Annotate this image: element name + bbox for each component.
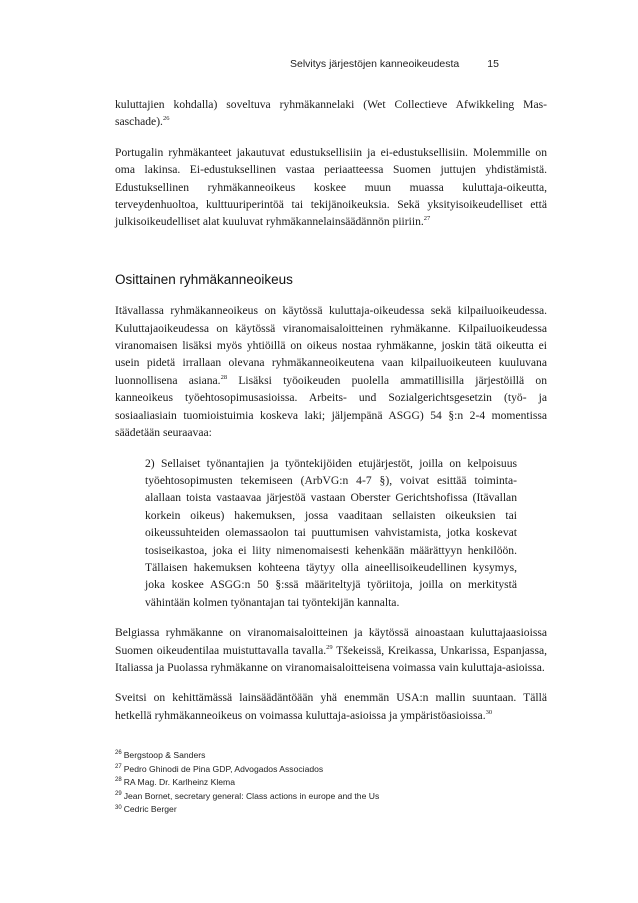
footnote-number: 26 — [115, 750, 122, 757]
footnote-ref[interactable]: 28 — [220, 374, 228, 382]
footnote-text: Bergstoop & Sanders — [123, 750, 206, 760]
running-header — [290, 58, 499, 70]
footnote — [115, 803, 547, 817]
footnote — [115, 749, 547, 763]
block-quote: 2) Sellaiset työnantajien ja työntekijöiden etujärjestöt, joilla on kelpoisuus työehtosopimusten tekemiseen (ArbVG:n 4-7 §), voivat esittää toiminta-alallaan toista vastaavaa järjestöä vastaan Oberster Gerichtshofissa (Itävallan korkein oikeus) hakemuksen, jossa vaaditaan sellaisten oikeuksien tai oikeussuhteiden olemassaolon tai puuttumisen vahvistamista, jotka koskevat tosiseikastoa, joka ei liity nimenomaisesti kehenkään määrättyyn henkilöön. Tällaisen hakemuksen kohteena täytyy olla aineellisoikeudellinen kysymys, joka koskee ASGG:n 50 §:ssä määriteltyjä työriitoja, joilla on merkitystä vähintään kolmen työnantajan tai työntekijän kannalta. — [145, 456, 517, 609]
page-number: 15 — [487, 58, 499, 70]
footnote — [115, 763, 547, 777]
footnote-number: 29 — [115, 790, 122, 797]
footnote-ref[interactable]: 26 — [162, 115, 170, 123]
section-heading: Osittainen ryhmäkanneoikeus — [115, 271, 293, 287]
footnote-number: 27 — [115, 763, 122, 770]
footnote-text: Cedric Berger — [123, 804, 177, 815]
footnote-text: Pedro Ghinodi de Pina GDP, Advogados Associados — [123, 763, 324, 774]
footnote-ref[interactable]: 27 — [423, 215, 431, 223]
footnote-number: 30 — [115, 804, 122, 811]
footnote-ref[interactable]: 30 — [485, 708, 493, 716]
paragraph: Sveitsi on kehittämässä lainsäädäntöään yhä enemmän USA:n mallin suuntaan. Tällä hetkellä ryhmäkanneoikeus on voimassa kuluttaja-asioissa ja ympäristöasioissa.$^{30}$ — [115, 691, 547, 722]
paragraph: Belgiassa ryhmäkanne on viranomaisaloitteinen ja käytössä ainoastaan kuluttajaasioissa Suomen oikeudentilaa muistuttavalla tavalla.$^{29}$ Tšekeissä, Kreikassa, Unkarissa, Espanjassa, Italiassa ja Puolassa ryhmäkanne on viranomaisaloitteisena voimassa vain kuluttaja-asioissa. — [115, 626, 548, 674]
paragraph: kuluttajien kohdalla) soveltuva ryhmäkannelaki (Wet Collectieve Afwikkeling Massaschade).$^{26}$ — [115, 98, 547, 129]
footnote — [115, 790, 547, 804]
paragraph: Portugalin ryhmäkanteet jakautuvat edustuksellisiin ja ei-edustuksellisiin. Molemmille on oma lakinsa. Ei-edustuksellinen vastaa periaatteessa Suomen juttujen yhdistämistä. Edustuksellinen ryhmäkanneoikeus koskee muun muassa kuluttaja-oikeutta, terveydenhuoltoa, kulttuuriperintöä tai tekijänoikeuksia. Sekä yksityisoikeudelliset että julkisoikeudelliset alat kuuluvat ryhmäkannelainsäädännön piiriin.$^{27}$ — [115, 145, 547, 229]
footnote-ref[interactable]: 29 — [326, 643, 333, 651]
paragraph: Itävallassa ryhmäkanneoikeus on käytössä kuluttaja-oikeudessa sekä kilpailuoikeudessa. Kuluttajaoikeudessa on käytössä viranomaisaloitteinen ryhmäkanne. Kilpailuoikeudessa viranomaisen lisäksi myös yhtiöillä on oikeus nostaa ryhmäkanne, joskin tätä oikeutta ei usein pidetä irrallaan olevana ryhmäkanneoikeutena vaan kilpailuoikeuteen kuuluvana luonnollisena asiana.$^{28}$ Lisäksi työoikeuden puolella ammatillisilla järjestöillä on kanneoikeus työehtosopimusasioissa. Arbeits- und Sozialgerichtsgesetzin (työ- ja sosiaaliasiain tuomioistuimia koskeva laki; jäljempänä ASGG) 54 §:n 2-4 momentissa säädetään seuraavaa: — [115, 304, 548, 440]
footnotes — [115, 749, 547, 817]
footnote-text: RA Mag. Dr. Karlheinz Klema — [123, 777, 235, 788]
footnote-text: Jean Bornet, secretary general: Class actions in europe and the Us — [123, 790, 380, 801]
footnote-number: 28 — [115, 777, 122, 784]
footnote — [115, 776, 547, 790]
header-title: Selvitys järjestöjen kanneoikeudesta — [290, 58, 460, 70]
body-text — [115, 96, 547, 737]
